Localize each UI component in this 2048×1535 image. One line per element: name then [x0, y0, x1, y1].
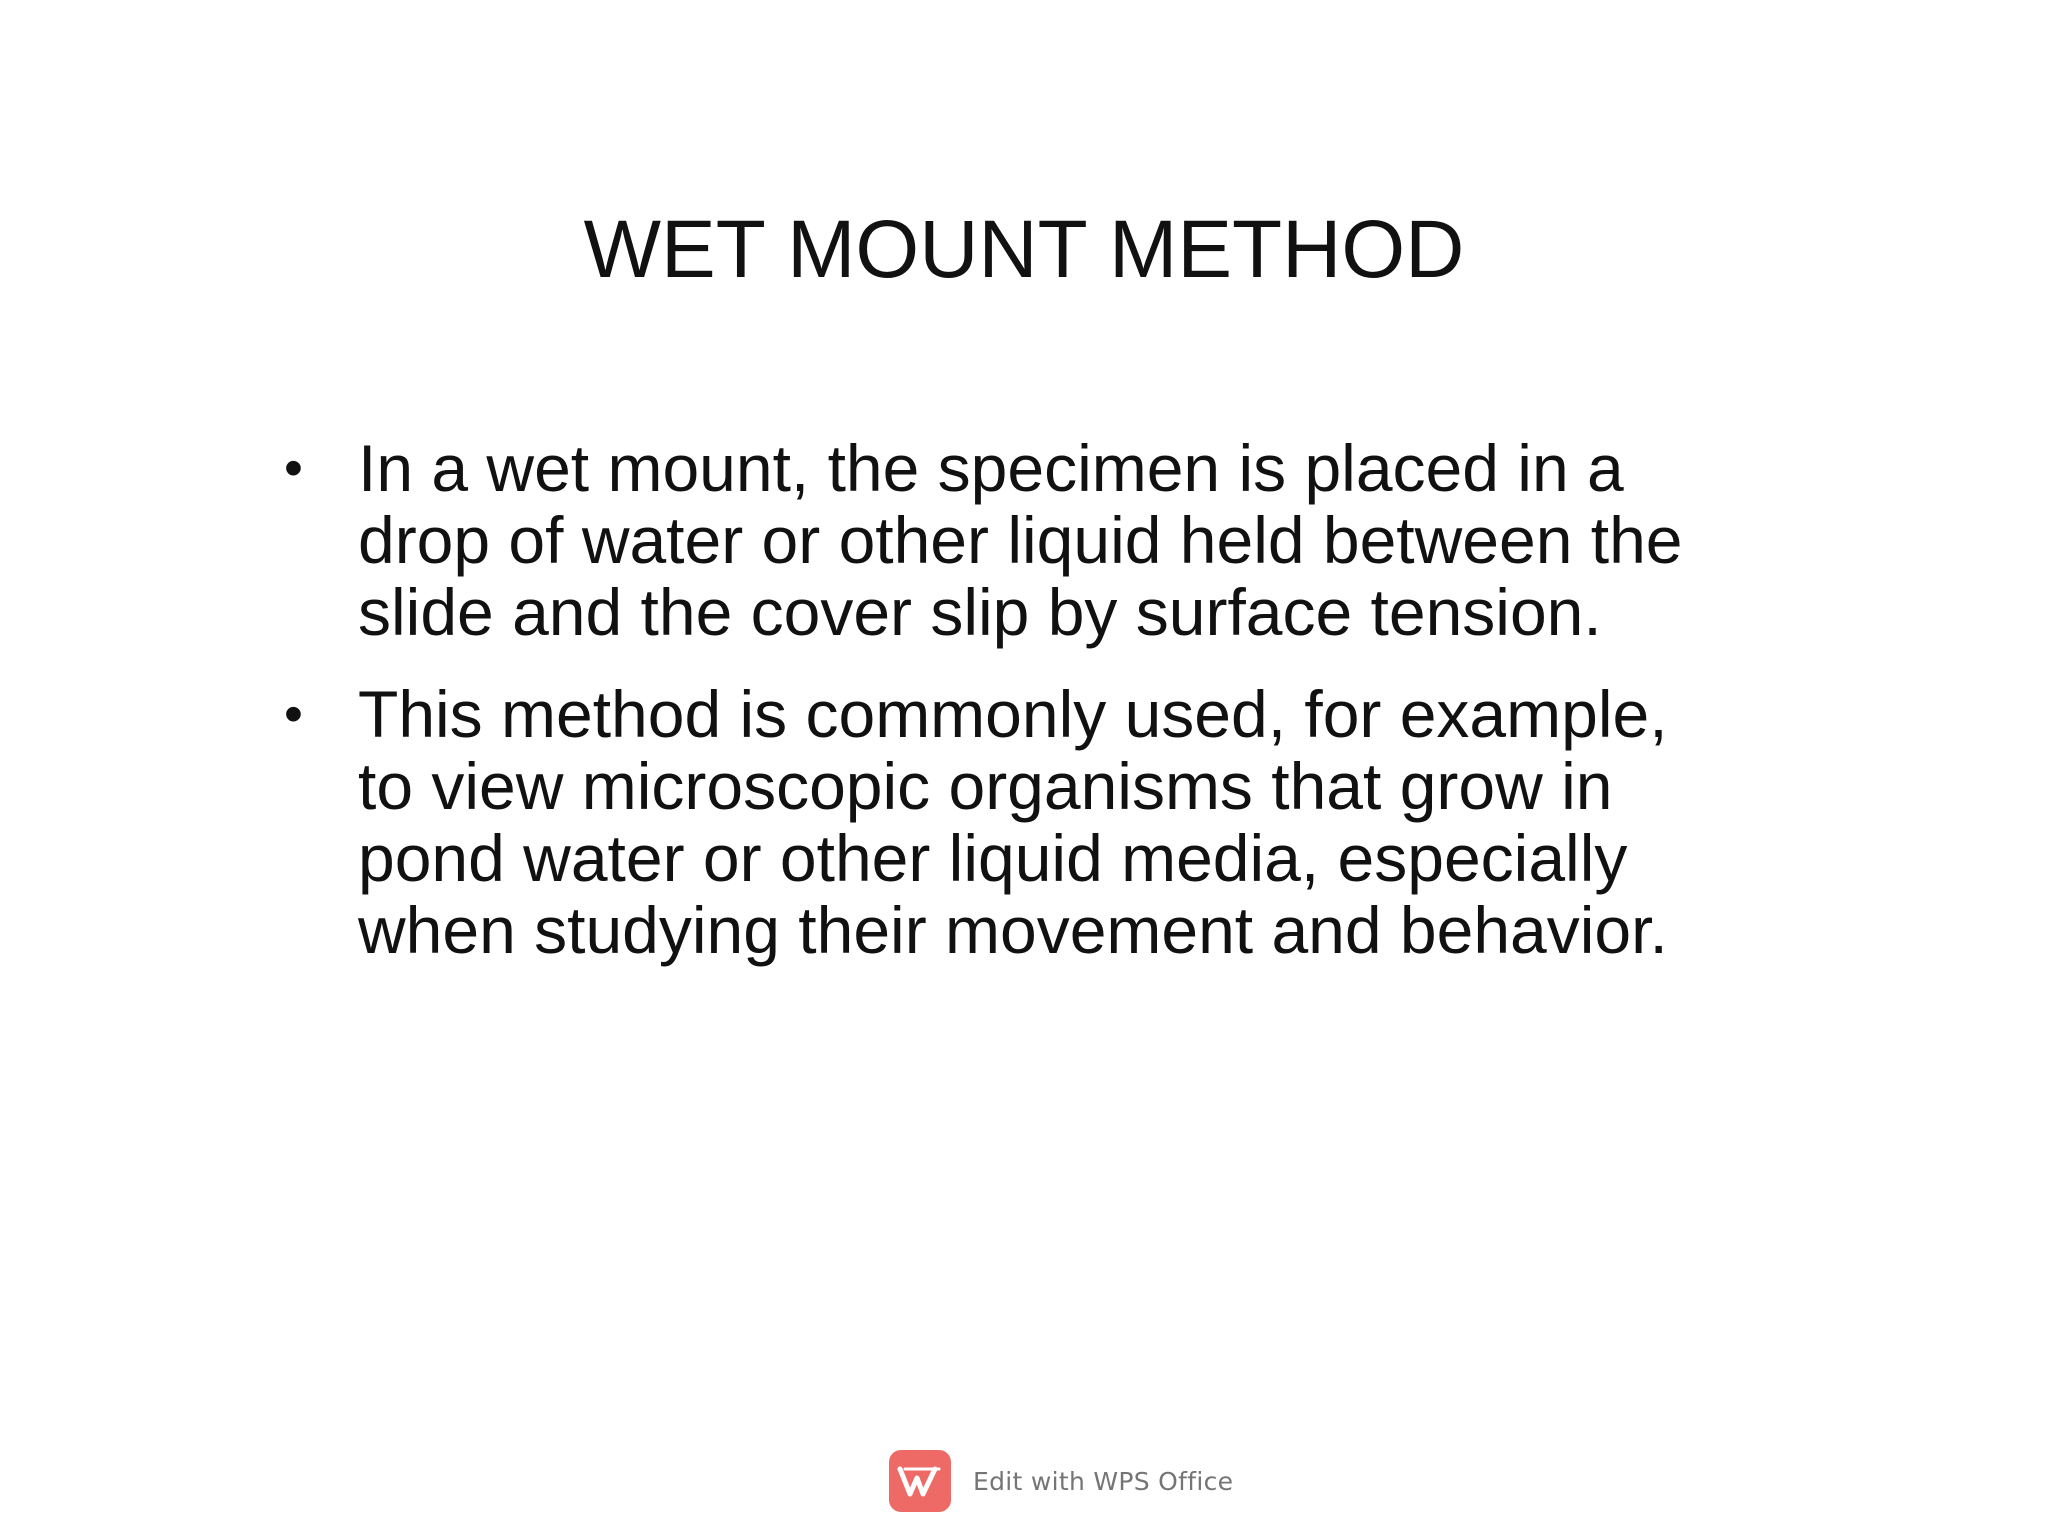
slide-title: WET MOUNT METHOD: [583, 204, 1465, 295]
bullet-text-line: when studying their movement and behavior.: [358, 893, 1668, 967]
bullet-text-line: This method is commonly used, for example,: [358, 677, 1668, 751]
wps-office-logo-icon: [889, 1450, 951, 1512]
bullet-dot-icon: •: [284, 684, 303, 744]
wps-watermark[interactable]: [889, 1450, 1233, 1512]
watermark-text: Edit with WPS Office: [973, 1466, 1234, 1496]
bullet-dot-icon: •: [284, 438, 303, 498]
bullet-text-line: In a wet mount, the specimen is placed in a: [358, 431, 1624, 505]
bullet-list: [270, 432, 1830, 996]
bullet-item: [270, 678, 1830, 966]
bullet-text-line: slide and the cover slip by surface tension.: [358, 575, 1602, 649]
bullet-text-line: drop of water or other liquid held between the: [358, 503, 1683, 577]
bullet-text-line: pond water or other liquid media, especially: [358, 821, 1628, 895]
bullet-item: [270, 432, 1830, 648]
bullet-text-line: to view microscopic organisms that grow in: [358, 749, 1613, 823]
